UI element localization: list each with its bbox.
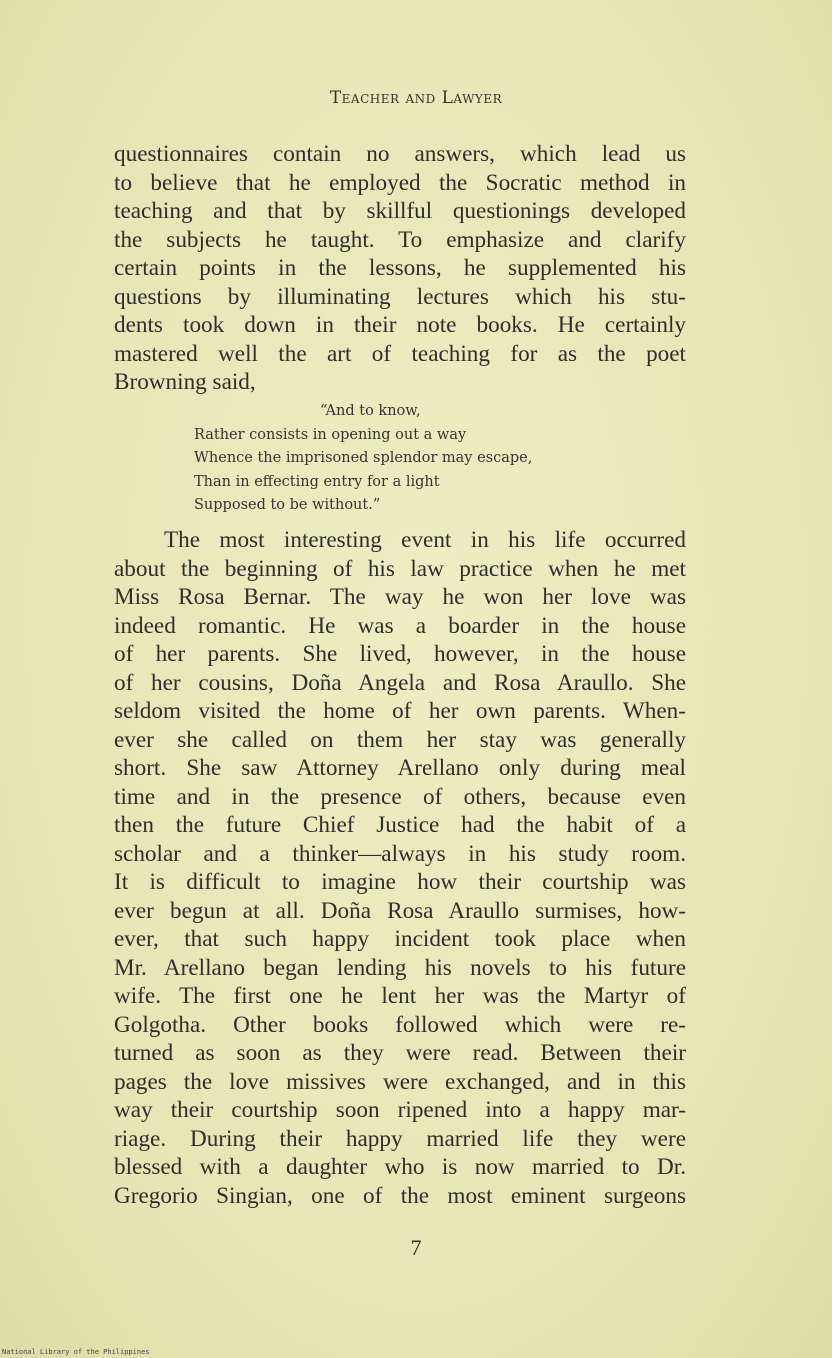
poem-quotation: [0, 400, 832, 518]
text-line: ever begun at all. Doña Rosa Araullo surmises, how-: [114, 897, 686, 924]
running-header: Teacher and Lawyer: [329, 88, 503, 108]
text-line: then the future Chief Justice had the habit of a: [114, 812, 686, 838]
paragraph-1: [114, 140, 686, 397]
text-line: Golgotha. Other books followed which were re-: [114, 1011, 686, 1038]
text-line: way their courtship soon ripened into a happy mar-: [114, 1097, 686, 1123]
text-line: scholar and a thinker—always in his study room.: [114, 840, 686, 867]
text-line: certain points in the lessons, he supplemented his: [114, 255, 686, 281]
library-credit: National Library of the Philippines: [2, 1348, 150, 1356]
text-line: to believe that he employed the Socratic method in: [114, 169, 686, 196]
text-line: It is difficult to imagine how their courtship was: [114, 869, 686, 895]
text-line: Browning said,: [114, 369, 256, 395]
text-line: blessed with a daughter who is now married to Dr.: [114, 1154, 686, 1180]
text-line: of her cousins, Doña Angela and Rosa Araullo. She: [114, 669, 686, 696]
text-line: Gregorio Singian, one of the most eminent surgeons: [114, 1182, 686, 1209]
paragraph-2: [114, 526, 686, 1210]
text-line: turned as soon as they were read. Between their: [114, 1040, 686, 1066]
text-line: ever, that such happy incident took place when: [114, 926, 686, 952]
text-line: Mr. Arellano began lending his novels to his future: [114, 954, 686, 981]
text-line: of her parents. She lived, however, in the house: [114, 641, 686, 667]
text-line: seldom visited the home of her own parents. When-: [114, 698, 686, 724]
poem-line: Rather consists in opening out a way: [194, 426, 467, 443]
text-line: questionnaires contain no answers, which lead us: [114, 141, 686, 167]
text-line: ever she called on them her stay was generally: [114, 726, 686, 753]
text-line: indeed romantic. He was a boarder in the house: [114, 612, 686, 639]
poem-line: Than in effecting entry for a light: [194, 473, 440, 490]
text-line: short. She saw Attorney Arellano only during meal: [114, 755, 686, 781]
poem-line: Supposed to be without.”: [194, 497, 381, 513]
text-line: teaching and that by skillful questionings developed: [114, 198, 686, 224]
text-line: the subjects he taught. To emphasize and clarify: [114, 226, 686, 253]
text-line: mastered well the art of teaching for as the poet: [114, 340, 686, 367]
page-number: 7: [410, 1235, 422, 1260]
text-line: Miss Rosa Bernar. The way he won her love was: [114, 584, 686, 610]
text-line: about the beginning of his law practice when he met: [114, 555, 686, 582]
text-line: riage. During their happy married life they were: [114, 1125, 686, 1152]
text-line: wife. The first one he lent her was the Martyr of: [114, 983, 686, 1009]
text-line: dents took down in their note books. He certainly: [114, 312, 686, 338]
poem-line: “And to know,: [320, 403, 421, 419]
text-line: questions by illuminating lectures which his stu-: [114, 283, 686, 310]
poem-line: Whence the imprisoned splendor may escape,: [194, 450, 533, 466]
text-line: The most interesting event in his life occurred: [164, 527, 686, 553]
text-line: time and in the presence of others, because even: [114, 783, 686, 810]
text-line: pages the love missives were exchanged, and in this: [114, 1068, 686, 1095]
